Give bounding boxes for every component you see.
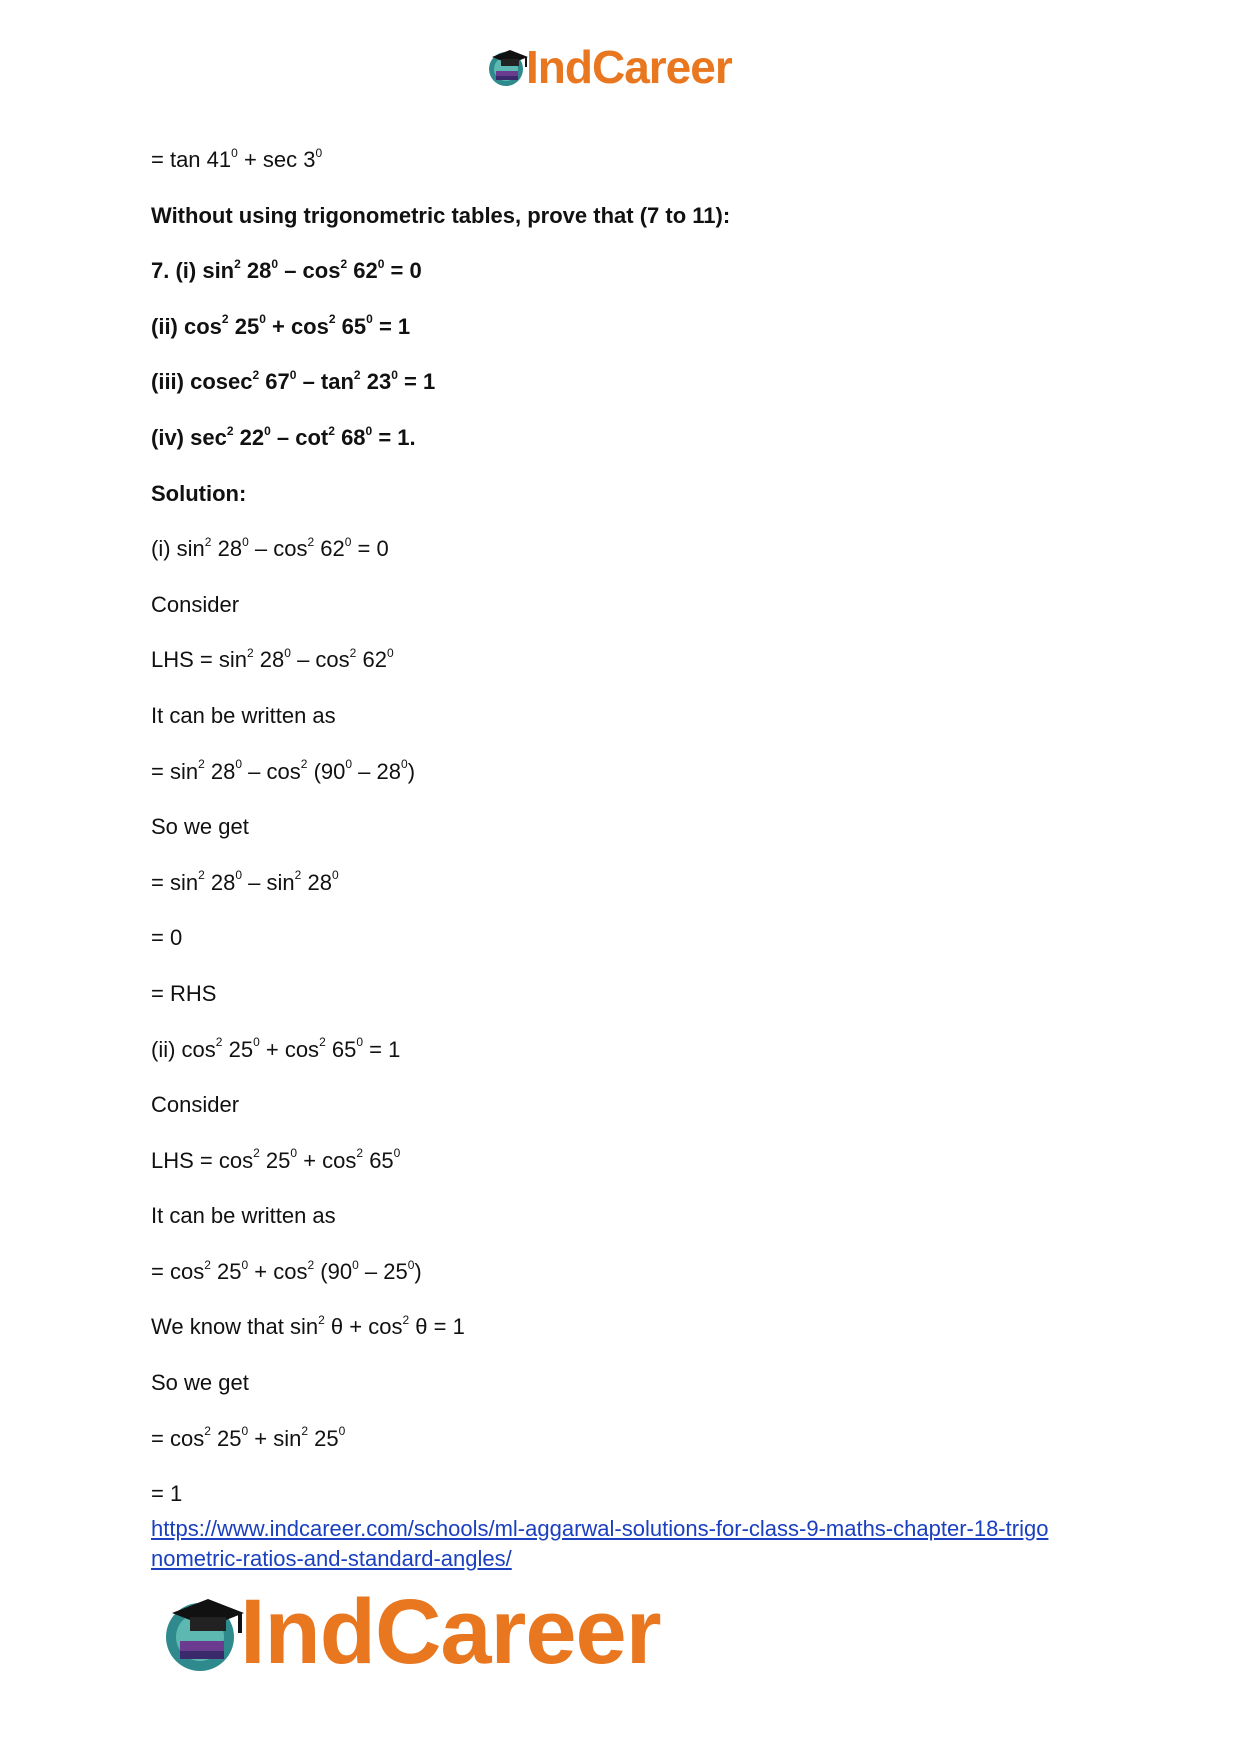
superscript: 2: [307, 1257, 315, 1272]
text-run: – cos: [278, 258, 341, 284]
text-run: – cos: [248, 536, 308, 562]
superscript: 0: [401, 757, 408, 772]
text-line: [151, 1313, 1111, 1341]
superscript: 0: [366, 312, 373, 327]
superscript: 0: [338, 1424, 346, 1439]
text-run: 23: [360, 369, 392, 395]
superscript: 0: [393, 1146, 401, 1161]
text-run: 28: [301, 869, 332, 895]
superscript: 2: [356, 1146, 364, 1161]
graduation-cap-globe-icon: [160, 1589, 248, 1677]
text-run: θ = 1: [409, 1314, 465, 1340]
text-run: We know that sin: [151, 1314, 319, 1340]
text-line: [151, 1147, 1111, 1175]
superscript: 2: [328, 423, 335, 438]
superscript: 2: [226, 423, 234, 438]
text-run: So we get: [151, 814, 249, 840]
text-run: – sin: [242, 869, 295, 895]
text-run: 28: [253, 647, 285, 673]
text-line: [151, 1258, 1111, 1286]
superscript: 0: [377, 256, 385, 271]
text-run: = 1: [397, 369, 436, 395]
text-run: + sec 3: [237, 147, 316, 172]
text-run: ): [414, 1258, 422, 1284]
text-run: = tan 41: [151, 147, 232, 172]
source-link-line-1[interactable]: https://www.indcareer.com/schools/ml-aggarwal-solutions-for-class-9-maths-chapter-18-trigo: [151, 1516, 1049, 1541]
text-run: + cos: [265, 313, 329, 339]
text-run: + sin: [248, 1425, 302, 1451]
graduation-cap-globe-icon: [486, 45, 530, 89]
superscript: 2: [234, 256, 241, 271]
source-link-line-2[interactable]: nometric-ratios-and-standard-angles/: [151, 1546, 512, 1571]
superscript: 0: [345, 757, 353, 772]
text-run: – tan: [296, 369, 354, 395]
text-run: Solution:: [151, 480, 247, 506]
text-line: [151, 702, 1111, 730]
text-run: It can be written as: [151, 702, 336, 728]
document-body: [151, 146, 1111, 1536]
superscript: 0: [352, 1257, 359, 1272]
text-line: [151, 1480, 1111, 1508]
text-run: – cos: [242, 758, 301, 784]
superscript: 2: [349, 646, 357, 661]
superscript: 0: [235, 868, 243, 883]
text-run: (iii) cosec: [151, 369, 253, 395]
superscript: 0: [315, 145, 323, 160]
text-line: [151, 1369, 1111, 1397]
text-run: Consider: [151, 591, 240, 617]
text-run: 28: [240, 258, 272, 284]
text-line: [151, 813, 1111, 841]
text-run: 22: [233, 424, 265, 450]
superscript: 2: [318, 1313, 325, 1328]
text-line: [151, 758, 1111, 786]
superscript: 0: [386, 646, 394, 661]
superscript: 2: [252, 368, 260, 383]
text-line: [151, 424, 1111, 452]
text-run: Without using trigonometric tables, prove that (7 to 11):: [151, 202, 731, 228]
text-run: (ii) cos: [151, 1036, 216, 1062]
superscript: 2: [340, 256, 348, 271]
text-run: = 0: [351, 536, 389, 562]
text-run: (ii) cos: [151, 313, 222, 339]
superscript: 0: [289, 368, 297, 383]
text-line: [151, 368, 1111, 396]
brand-name: IndCareer: [526, 41, 732, 93]
superscript: 2: [204, 1424, 211, 1439]
text-run: = 1.: [372, 424, 416, 450]
superscript: 0: [231, 145, 238, 160]
superscript: 0: [407, 1257, 415, 1272]
superscript: 0: [242, 534, 249, 549]
superscript: 0: [356, 1035, 364, 1050]
text-run: = sin: [151, 869, 199, 895]
superscript: 0: [284, 646, 291, 661]
superscript: 0: [253, 1035, 260, 1050]
superscript: 2: [301, 1424, 309, 1439]
footer-logo: [160, 1580, 661, 1685]
text-line: [151, 869, 1111, 897]
text-run: (i) sin: [151, 536, 205, 562]
text-run: 7. (i) sin: [151, 258, 235, 284]
text-run: = cos: [151, 1425, 205, 1451]
text-run: (90: [314, 1258, 353, 1284]
superscript: 0: [259, 312, 266, 327]
text-run: 28: [211, 536, 243, 562]
text-run: 65: [363, 1147, 394, 1173]
text-run: = sin: [151, 758, 199, 784]
text-run: + cos: [297, 1147, 357, 1173]
superscript: 2: [198, 757, 205, 772]
text-run: 65: [335, 313, 367, 339]
superscript: 2: [253, 1146, 260, 1161]
text-run: 25: [228, 313, 260, 339]
superscript: 2: [204, 1257, 211, 1272]
text-line: [151, 591, 1111, 619]
text-line: [151, 1425, 1111, 1453]
superscript: 2: [221, 312, 229, 327]
text-run: LHS = cos: [151, 1147, 254, 1173]
text-line: [151, 1036, 1111, 1064]
text-run: 67: [259, 369, 290, 395]
text-run: 25: [222, 1036, 254, 1062]
text-line: [151, 480, 1111, 508]
text-run: (90: [307, 758, 346, 784]
superscript: 2: [247, 646, 254, 661]
text-line: [151, 1202, 1111, 1230]
superscript: 2: [328, 312, 336, 327]
text-run: 62: [347, 258, 378, 284]
superscript: 0: [271, 256, 279, 271]
text-run: = 0: [384, 258, 422, 284]
superscript: 2: [307, 534, 315, 549]
text-run: = 0: [151, 925, 183, 951]
superscript: 2: [204, 534, 212, 549]
superscript: 0: [331, 868, 339, 883]
text-line: [151, 980, 1111, 1008]
superscript: 2: [294, 868, 302, 883]
superscript: 0: [365, 423, 373, 438]
text-run: Consider: [151, 1092, 240, 1118]
text-run: 62: [356, 647, 387, 673]
text-run: 25: [210, 1425, 242, 1451]
text-run: 28: [204, 758, 236, 784]
source-link[interactable]: [151, 1514, 1111, 1574]
superscript: 2: [353, 368, 361, 383]
text-run: 62: [314, 536, 345, 562]
text-line: [151, 535, 1111, 563]
superscript: 2: [198, 868, 205, 883]
superscript: 0: [344, 534, 352, 549]
superscript: 0: [241, 1257, 249, 1272]
text-run: + cos: [248, 1258, 308, 1284]
text-run: LHS = sin: [151, 647, 247, 673]
text-line: [151, 646, 1111, 674]
superscript: 0: [241, 1424, 249, 1439]
text-run: – 25: [358, 1258, 408, 1284]
text-line: [151, 1091, 1111, 1119]
superscript: 0: [264, 423, 271, 438]
text-line: [151, 202, 1111, 230]
text-line: [151, 313, 1111, 341]
text-line: [151, 924, 1111, 952]
superscript: 0: [290, 1146, 298, 1161]
text-run: So we get: [151, 1370, 249, 1396]
superscript: 0: [235, 757, 243, 772]
header-logo: [486, 40, 732, 94]
text-line: [151, 257, 1111, 285]
text-run: 25: [308, 1425, 339, 1451]
superscript: 2: [402, 1313, 410, 1328]
superscript: 2: [215, 1035, 223, 1050]
text-line: [151, 146, 1111, 174]
text-run: = 1: [363, 1036, 401, 1062]
text-run: 25: [210, 1258, 242, 1284]
text-run: – cot: [270, 424, 329, 450]
text-run: – cos: [290, 647, 350, 673]
text-run: ): [407, 758, 416, 784]
text-run: 25: [259, 1147, 291, 1173]
text-run: 65: [325, 1036, 357, 1062]
text-run: 28: [204, 869, 236, 895]
text-run: = 1: [151, 1481, 183, 1507]
text-run: = cos: [151, 1258, 205, 1284]
text-run: = 1: [372, 313, 411, 339]
superscript: 2: [319, 1035, 326, 1050]
text-run: It can be written as: [151, 1203, 336, 1229]
brand-name-footer: IndCareer: [240, 1581, 661, 1683]
superscript: 2: [300, 757, 308, 772]
text-run: – 28: [352, 758, 401, 784]
text-run: θ + cos: [324, 1314, 403, 1340]
superscript: 0: [391, 368, 398, 383]
text-run: + cos: [259, 1036, 320, 1062]
text-run: (iv) sec: [151, 424, 227, 450]
text-run: 68: [334, 424, 366, 450]
text-run: = RHS: [151, 980, 217, 1006]
